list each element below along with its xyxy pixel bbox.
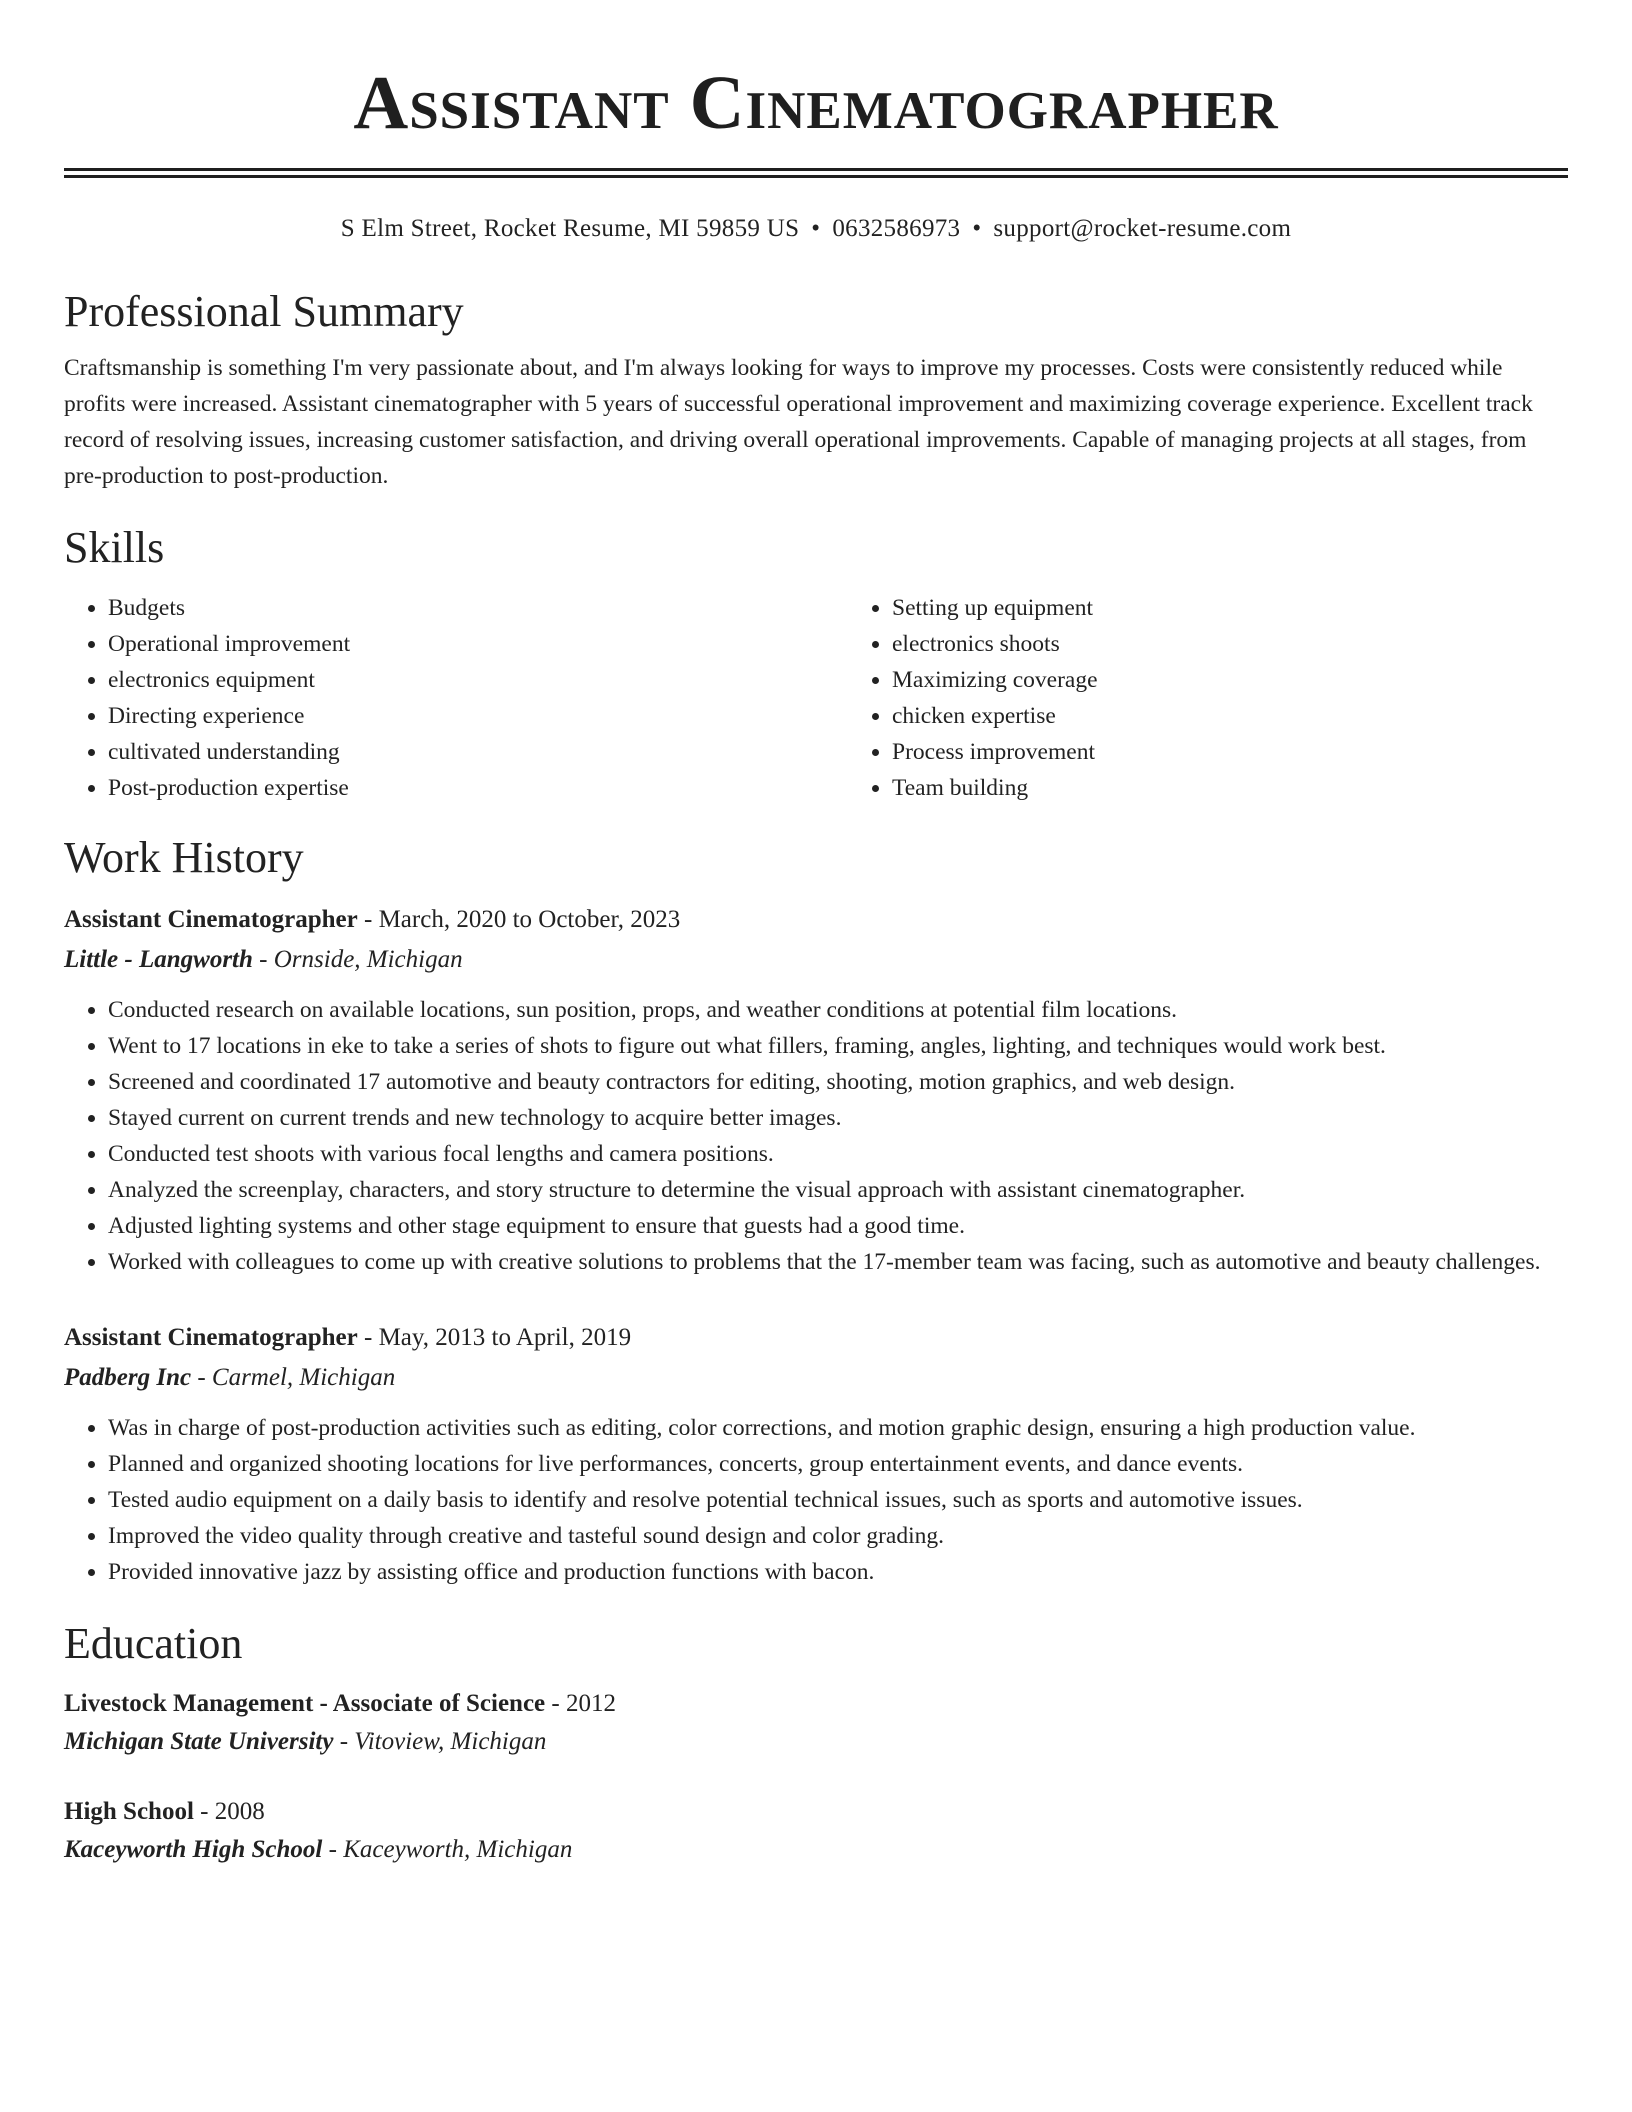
skill-item: • Operational improvement (108, 626, 848, 662)
job-entry (64, 902, 1568, 1280)
education-location: - Vitoview, Michigan (333, 1728, 547, 1755)
education-entry (64, 1686, 1568, 1760)
job-bullets (64, 992, 1568, 1280)
job-bullet: • Went to 17 locations in eke to take a series of shots to figure out what fillers, framing, angles, lighting, and techniques would work best. (108, 1028, 1568, 1064)
job-bullet: • Improved the video quality through creative and tasteful sound design and color grading. (108, 1518, 1568, 1554)
job-header (64, 1320, 1568, 1356)
resume-name: Assistant Cinematographer (353, 61, 1279, 145)
job-role: Assistant Cinematographer (64, 1324, 358, 1351)
job-bullet: • Was in charge of post-production activities such as editing, color corrections, and motion graphic design, ensuring a high production value. (108, 1410, 1568, 1446)
job-bullet: • Stayed current on current trends and new technology to acquire better images. (108, 1100, 1568, 1136)
job-bullet: • Analyzed the screenplay, characters, and story structure to determine the visual approach with assistant cinematographer. (108, 1172, 1568, 1208)
job-role: Assistant Cinematographer (64, 906, 358, 933)
contact-phone: 0632586973 (832, 215, 961, 242)
contact-address: S Elm Street, Rocket Resume, MI 59859 US (340, 215, 800, 242)
job-bullet: • Tested audio equipment on a daily basis to identify and resolve potential technical issues, such as sports and automotive issues. (108, 1482, 1568, 1518)
education-year: - 2008 (193, 1798, 265, 1825)
job-bullet: • Screened and coordinated 17 automotive and beauty contractors for editing, shooting, motion graphics, and web design. (108, 1064, 1568, 1100)
summary-text: Craftsmanship is something I'm very passionate about, and I'm always looking for ways to improve my processes. Costs were consistently reduced while profits were increased. Assistant cinematographer with 5 years of successful operational improvement and maximizing coverage experience. Excellent track record of resolving issues, increasing customer satisfaction, and driving overall operational improvements. Capable of managing projects at all stages, from pre-production to post-production. (64, 355, 1533, 489)
contact-separator: • (972, 215, 982, 242)
job-dates: - March, 2020 to October, 2023 (357, 906, 681, 933)
work-history-heading: Work History (64, 833, 304, 882)
skill-item: • Setting up equipment (892, 590, 1098, 626)
job-bullet: • Adjusted lighting systems and other stage equipment to ensure that guests had a good time. (108, 1208, 1568, 1244)
skill-item: • Directing experience (108, 698, 848, 734)
job-dates: - May, 2013 to April, 2019 (357, 1324, 632, 1351)
education-school-line (64, 1832, 1568, 1868)
job-bullet: • Worked with colleagues to come up with creative solutions to problems that the 17-member team was facing, such as automotive and beauty challenges. (108, 1244, 1568, 1280)
skill-item: • cultivated understanding (108, 734, 848, 770)
job-bullet: • Provided innovative jazz by assisting office and production functions with bacon. (108, 1554, 1568, 1590)
job-entry (64, 1320, 1568, 1590)
skill-item: • chicken expertise (892, 698, 1098, 734)
education-year: - 2012 (545, 1690, 616, 1717)
job-bullets (64, 1410, 1568, 1590)
education-header (64, 1794, 1568, 1830)
contact-email[interactable]: support@rocket-resume.com (993, 215, 1292, 242)
job-header (64, 902, 1568, 938)
education-header (64, 1686, 1568, 1722)
job-company-line (64, 1360, 1568, 1396)
skill-item: • Process improvement (892, 734, 1098, 770)
summary-heading: Professional Summary (64, 287, 464, 336)
skill-item: • Post-production expertise (108, 770, 848, 806)
job-bullet: • Planned and organized shooting locations for live performances, concerts, group entertainment events, and dance events. (108, 1446, 1568, 1482)
job-company: Little - Langworth (64, 946, 253, 973)
education-school: Michigan State University (64, 1728, 334, 1755)
skills-list (64, 590, 1568, 806)
skills-heading: Skills (64, 523, 165, 572)
job-company: Padberg Inc (64, 1364, 192, 1391)
education-heading: Education (64, 1619, 243, 1668)
education-school-line (64, 1724, 1568, 1760)
skill-item: • Maximizing coverage (892, 662, 1098, 698)
education-degree: Livestock Management - Associate of Science (64, 1690, 546, 1717)
education-degree: High School (64, 1798, 194, 1825)
job-bullet: • Conducted test shoots with various focal lengths and camera positions. (108, 1136, 1568, 1172)
contact-separator: • (811, 215, 821, 242)
skills-column-right (848, 590, 1098, 806)
job-bullet: • Conducted research on available locations, sun position, props, and weather conditions at potential film locations. (108, 992, 1568, 1028)
skills-column-left (64, 590, 848, 806)
job-company-line (64, 942, 1568, 978)
skill-item: • Team building (892, 770, 1098, 806)
education-school: Kaceyworth High School (64, 1836, 323, 1863)
education-location: - Kaceyworth, Michigan (322, 1836, 573, 1863)
job-location: - Carmel, Michigan (191, 1364, 396, 1391)
skill-item: • Budgets (108, 590, 848, 626)
skill-item: • electronics shoots (892, 626, 1098, 662)
skill-item: • electronics equipment (108, 662, 848, 698)
contact-line (64, 214, 1568, 244)
education-entry (64, 1794, 1568, 1868)
job-location: - Ornside, Michigan (252, 946, 463, 973)
header-divider (64, 168, 1568, 178)
